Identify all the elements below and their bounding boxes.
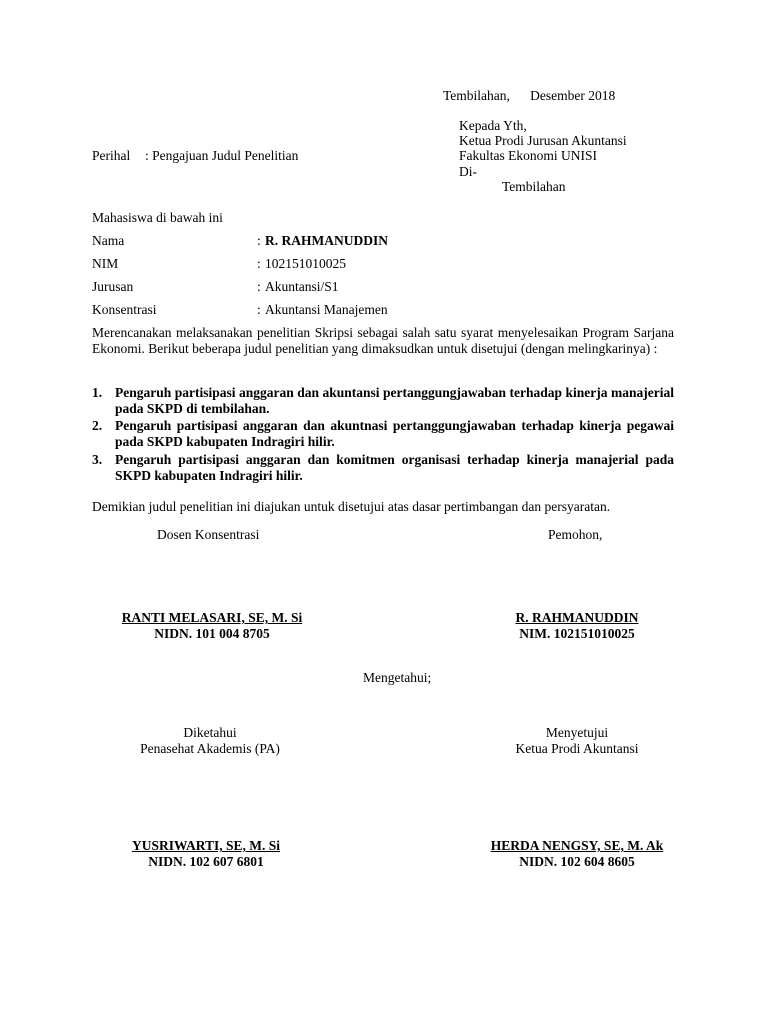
address-line: Ketua Prodi Jurusan Akuntansi — [459, 133, 627, 148]
signature-block-pa — [96, 838, 316, 870]
kaprodi-role-block — [470, 725, 684, 757]
field-label: Konsentrasi — [92, 302, 157, 317]
list-number: 3. — [92, 452, 103, 467]
signatory-name: YUSRIWARTI, SE, M. Si — [131, 838, 281, 853]
address-line: Di- — [459, 164, 477, 179]
signatory-id: NIDN. 102 607 6801 — [148, 854, 264, 869]
field-label: NIM — [92, 256, 119, 271]
field-value: R. RAHMANUDDIN — [265, 233, 388, 248]
dosen-role: Dosen Konsentrasi — [157, 527, 260, 542]
mengetahui-label: Mengetahui; — [363, 670, 432, 685]
field-value: 102151010025 — [265, 256, 346, 271]
field-label: Jurusan — [92, 279, 134, 294]
list-number: 2. — [92, 418, 103, 433]
field-colon: : — [257, 256, 261, 271]
field-label: Nama — [92, 233, 125, 248]
address-line: Kepada Yth, — [459, 118, 527, 133]
place-date: Tembilahan, Desember 2018 — [443, 88, 616, 103]
signatory-name: HERDA NENGSY, SE, M. Ak — [490, 838, 664, 853]
field-colon: : — [257, 302, 261, 317]
signatory-id: NIDN. 101 004 8705 — [154, 626, 270, 641]
role-line: Ketua Prodi Akuntansi — [515, 741, 639, 756]
intro-text: Mahasiswa di bawah ini — [92, 210, 223, 225]
signatory-id: NIDN. 102 604 8605 — [519, 854, 635, 869]
address-line: Fakultas Ekonomi UNISI — [459, 148, 597, 163]
signatory-name: R. RAHMANUDDIN — [515, 610, 639, 625]
address-line: Tembilahan — [502, 179, 566, 194]
closing-text: Demikian judul penelitian ini diajukan untuk disetujui atas dasar pertimbangan dan persyaratan. — [92, 499, 611, 514]
role-line: Penasehat Akademis (PA) — [140, 741, 280, 756]
list-number: 1. — [92, 385, 103, 400]
signature-block-pemohon — [470, 610, 684, 642]
body-paragraph: Merencanakan melaksanakan penelitian Skripsi sebagai salah satu syarat menyelesaikan Program Sarjana Ekonomi. Berikut beberapa judul penelitian yang dimaksudkan untuk disetujui (dengan melingkarinya) : — [92, 325, 674, 356]
signature-block-dosen — [92, 610, 332, 642]
role-line: Menyetujui — [545, 725, 609, 740]
signature-block-kaprodi — [470, 838, 684, 870]
signatory-name: RANTI MELASARI, SE, M. Si — [121, 610, 303, 625]
role-line: Diketahui — [183, 725, 237, 740]
field-value: Akuntansi Manajemen — [265, 302, 388, 317]
list-text: Pengaruh partisipasi anggaran dan komitmen organisasi terhadap kinerja manajerial pada SKPD kabupaten Indragiri hilir. — [115, 452, 674, 483]
perihal-value: : Pengajuan Judul Penelitian — [145, 148, 299, 163]
signatory-id: NIM. 102151010025 — [519, 626, 635, 641]
pemohon-role: Pemohon, — [548, 527, 603, 542]
field-value: Akuntansi/S1 — [265, 279, 339, 294]
list-text: Pengaruh partisipasi anggaran dan akuntansi pertanggungjawaban terhadap kinerja manajerial pada SKPD di tembilahan. — [115, 385, 674, 416]
field-colon: : — [257, 279, 261, 294]
pa-role-block — [100, 725, 320, 757]
list-text: Pengaruh partisipasi anggaran dan akuntnasi pertanggungjawaban terhadap kinerja pegawai pada SKPD kabupaten Indragiri hilir. — [115, 418, 674, 449]
field-colon: : — [257, 233, 261, 248]
perihal-label: Perihal — [92, 148, 131, 163]
